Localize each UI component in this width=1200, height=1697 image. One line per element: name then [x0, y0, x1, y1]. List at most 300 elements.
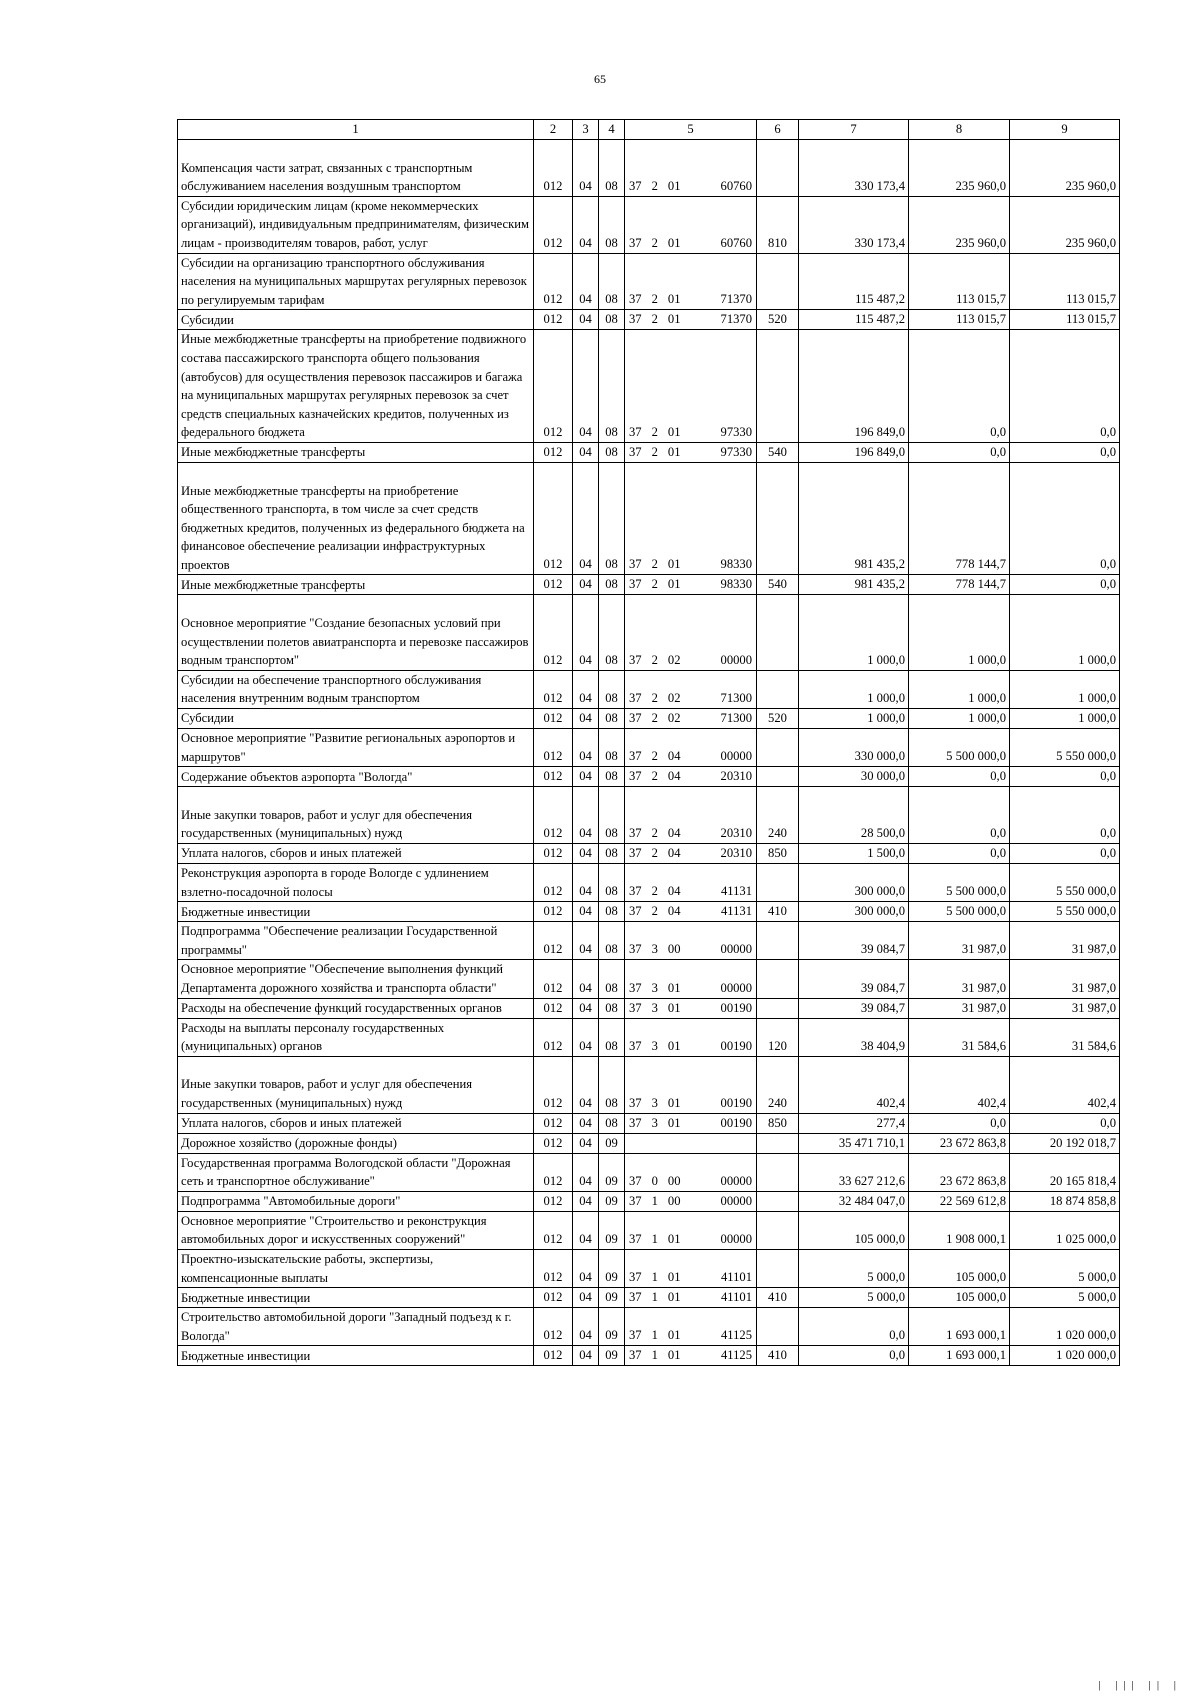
table-row: [178, 1191, 1120, 1211]
row-name-cell: Расходы на обеспечение функций государственных органов: [178, 998, 534, 1018]
row-name-cell: Бюджетные инвестиции: [178, 1346, 534, 1366]
gr-code-cell: 012: [534, 1288, 573, 1308]
code-part: 2: [651, 711, 658, 726]
row-name-cell: Подпрограмма "Автомобильные дороги": [178, 1191, 534, 1211]
target-article-cell: [625, 767, 757, 787]
row-name-cell: Расходы на выплаты персоналу государственных (муниципальных) органов: [178, 1018, 534, 1056]
amount-2023-cell: 31 987,0: [909, 998, 1010, 1018]
header-row: [178, 120, 1120, 140]
amount-2023-cell: 235 960,0: [909, 196, 1010, 253]
expense-type-cell: [757, 462, 799, 575]
code-part: 37: [629, 826, 642, 840]
subsection-cell: 08: [599, 442, 625, 462]
amount-2022-cell: 35 471 710,1: [799, 1133, 909, 1153]
table-row: [178, 864, 1120, 902]
table-row: [178, 670, 1120, 708]
code-part: 41131: [720, 904, 752, 919]
code-part: 37: [629, 980, 642, 995]
code-part: 71370: [720, 292, 752, 307]
amount-2023-cell: 31 584,6: [909, 1018, 1010, 1056]
expense-type-cell: [757, 1133, 799, 1153]
amount-2022-cell: 330 173,4: [799, 196, 909, 253]
header-cell: 5: [625, 120, 757, 140]
section-cell: 04: [573, 1018, 599, 1056]
page-number: 65: [594, 72, 606, 86]
subsection-cell: 09: [599, 1249, 625, 1287]
gr-code-cell: 012: [534, 1056, 573, 1113]
table-row: [178, 787, 1120, 844]
amount-2022-cell: 196 849,0: [799, 442, 909, 462]
code-part: 37: [629, 1231, 642, 1246]
table-row: [178, 196, 1120, 253]
amount-2022-cell: 277,4: [799, 1113, 909, 1133]
expense-type-cell: [757, 330, 799, 443]
code-part: 37: [629, 1328, 642, 1343]
amount-2023-cell: 0,0: [909, 1113, 1010, 1133]
code-part: 37: [629, 691, 642, 706]
code-part: 2: [651, 904, 658, 919]
subsection-cell: 08: [599, 902, 625, 922]
target-article-cell: [625, 922, 757, 960]
amount-2023-cell: 105 000,0: [909, 1249, 1010, 1287]
gr-code-cell: 012: [534, 1308, 573, 1346]
amount-2024-cell: 1 000,0: [1010, 595, 1120, 670]
amount-2024-cell: 1 000,0: [1010, 670, 1120, 708]
amount-2023-cell: 113 015,7: [909, 253, 1010, 310]
code-part: 00: [667, 1173, 681, 1188]
code-part: 2: [651, 178, 658, 193]
amount-2023-cell: 1 000,0: [909, 709, 1010, 729]
target-article-cell: [625, 844, 757, 864]
gr-code-cell: 012: [534, 864, 573, 902]
gr-code-cell: 012: [534, 442, 573, 462]
gr-code-cell: 012: [534, 1153, 573, 1191]
code-part: 01: [667, 1328, 681, 1343]
section-cell: 04: [573, 844, 599, 864]
table-row: [178, 1346, 1120, 1366]
row-name-cell: Иные межбюджетные трансферты: [178, 575, 534, 595]
table-row: [178, 442, 1120, 462]
expense-type-cell: 540: [757, 575, 799, 595]
section-cell: 04: [573, 960, 599, 998]
gr-code-cell: 012: [534, 998, 573, 1018]
section-cell: 04: [573, 902, 599, 922]
table-row: [178, 1133, 1120, 1153]
code-part: 37: [629, 424, 642, 439]
amount-2023-cell: 31 987,0: [909, 960, 1010, 998]
gr-code-cell: 012: [534, 1346, 573, 1366]
header-cell: 2: [534, 120, 573, 140]
amount-2023-cell: 778 144,7: [909, 575, 1010, 595]
gr-code-cell: 012: [534, 462, 573, 575]
gr-code-cell: 012: [534, 575, 573, 595]
amount-2022-cell: 105 000,0: [799, 1211, 909, 1249]
amount-2023-cell: 0,0: [909, 844, 1010, 864]
section-cell: 04: [573, 729, 599, 767]
code-part: 2: [651, 652, 658, 667]
code-part: 02: [667, 691, 681, 706]
header-cell: 3: [573, 120, 599, 140]
gr-code-cell: 012: [534, 767, 573, 787]
amount-2022-cell: 39 084,7: [799, 960, 909, 998]
code-part: 60760: [720, 235, 752, 250]
code-part: 2: [651, 769, 658, 784]
code-part: 01: [667, 1290, 681, 1305]
code-part: 3: [651, 1038, 658, 1053]
expense-type-cell: [757, 1211, 799, 1249]
code-part: 00000: [720, 1231, 752, 1246]
code-part: 37: [629, 1173, 642, 1188]
table-row: [178, 1153, 1120, 1191]
expense-type-cell: 120: [757, 1018, 799, 1056]
amount-2023-cell: 235 960,0: [909, 140, 1010, 197]
row-name-cell: Основное мероприятие "Развитие региональных аэропортов и маршрутов": [178, 729, 534, 767]
amount-2024-cell: 1 020 000,0: [1010, 1346, 1120, 1366]
amount-2024-cell: 0,0: [1010, 1113, 1120, 1133]
header-cell: 7: [799, 120, 909, 140]
amount-2024-cell: 31 987,0: [1010, 998, 1120, 1018]
code-part: 00: [667, 942, 681, 957]
amount-2022-cell: 0,0: [799, 1308, 909, 1346]
code-part: 01: [667, 312, 681, 327]
expense-type-cell: 520: [757, 709, 799, 729]
amount-2023-cell: 402,4: [909, 1056, 1010, 1113]
code-part: 37: [629, 235, 642, 250]
amount-2024-cell: 0,0: [1010, 575, 1120, 595]
table-row: [178, 575, 1120, 595]
code-part: 04: [667, 846, 681, 860]
row-name-cell: Государственная программа Вологодской области "Дорожная сеть и транспортное обслуживание": [178, 1153, 534, 1191]
row-name-cell: Субсидии: [178, 310, 534, 330]
amount-2023-cell: 113 015,7: [909, 310, 1010, 330]
table-row: [178, 1288, 1120, 1308]
amount-2022-cell: 0,0: [799, 1346, 909, 1366]
code-part: 2: [651, 424, 658, 439]
amount-2022-cell: 1 000,0: [799, 709, 909, 729]
header-cell: 4: [599, 120, 625, 140]
code-part: 00190: [720, 1095, 752, 1110]
code-part: 37: [629, 1290, 642, 1305]
target-article-cell: [625, 1018, 757, 1056]
code-part: 41131: [720, 884, 752, 899]
expense-type-cell: 850: [757, 1113, 799, 1133]
gr-code-cell: 012: [534, 1113, 573, 1133]
target-article-cell: [625, 1056, 757, 1113]
target-article-cell: [625, 1211, 757, 1249]
gr-code-cell: 012: [534, 140, 573, 197]
code-part: 04: [667, 826, 681, 840]
expense-type-cell: [757, 729, 799, 767]
amount-2024-cell: 5 000,0: [1010, 1288, 1120, 1308]
section-cell: 04: [573, 1308, 599, 1346]
target-article-cell: [625, 1153, 757, 1191]
code-part: 37: [629, 444, 642, 459]
amount-2024-cell: 18 874 858,8: [1010, 1191, 1120, 1211]
code-part: 0: [651, 1173, 658, 1188]
target-article-cell: [625, 196, 757, 253]
amount-2024-cell: 31 987,0: [1010, 960, 1120, 998]
code-part: 37: [629, 1038, 642, 1053]
section-cell: 04: [573, 253, 599, 310]
amount-2024-cell: 402,4: [1010, 1056, 1120, 1113]
code-part: 01: [667, 1270, 681, 1285]
amount-2024-cell: 0,0: [1010, 462, 1120, 575]
target-article-cell: [625, 787, 757, 844]
target-article-cell: [625, 1346, 757, 1366]
section-cell: 04: [573, 1211, 599, 1249]
amount-2024-cell: 113 015,7: [1010, 310, 1120, 330]
amount-2024-cell: 1 025 000,0: [1010, 1211, 1120, 1249]
section-cell: 04: [573, 709, 599, 729]
table-row: [178, 595, 1120, 670]
section-cell: 04: [573, 196, 599, 253]
amount-2024-cell: 5 550 000,0: [1010, 864, 1120, 902]
amount-2024-cell: 0,0: [1010, 330, 1120, 443]
expense-type-cell: 410: [757, 1288, 799, 1308]
gr-code-cell: 012: [534, 922, 573, 960]
code-part: 37: [629, 178, 642, 193]
table-row: [178, 960, 1120, 998]
code-part: 01: [667, 1038, 681, 1053]
row-name-cell: Иные закупки товаров, работ и услуг для обеспечения государственных (муниципальных) нужд: [178, 1056, 534, 1113]
code-part: 37: [629, 577, 642, 592]
amount-2022-cell: 1 000,0: [799, 595, 909, 670]
section-cell: 04: [573, 1056, 599, 1113]
table-row: [178, 330, 1120, 443]
section-cell: 04: [573, 1191, 599, 1211]
table-row: [178, 767, 1120, 787]
row-name-cell: Подпрограмма "Обеспечение реализации Государственной программы": [178, 922, 534, 960]
table-row: [178, 253, 1120, 310]
code-part: 98330: [720, 577, 752, 592]
code-part: 00000: [720, 980, 752, 995]
code-part: 97330: [720, 424, 752, 439]
code-part: 01: [667, 1095, 681, 1110]
amount-2024-cell: 5 550 000,0: [1010, 902, 1120, 922]
code-part: 37: [629, 1115, 642, 1130]
amount-2024-cell: 20 165 818,4: [1010, 1153, 1120, 1191]
row-name-cell: Дорожное хозяйство (дорожные фонды): [178, 1133, 534, 1153]
section-cell: 04: [573, 442, 599, 462]
code-part: 2: [651, 292, 658, 307]
code-part: 00000: [720, 1193, 752, 1208]
code-part: 04: [667, 749, 681, 764]
section-cell: 04: [573, 462, 599, 575]
amount-2022-cell: 33 627 212,6: [799, 1153, 909, 1191]
subsection-cell: 09: [599, 1133, 625, 1153]
code-part: 2: [651, 312, 658, 327]
code-part: 1: [651, 1270, 658, 1285]
code-part: 41101: [720, 1270, 752, 1285]
code-part: 01: [667, 577, 681, 592]
table-row: [178, 998, 1120, 1018]
section-cell: 04: [573, 140, 599, 197]
amount-2022-cell: 981 435,2: [799, 575, 909, 595]
amount-2023-cell: 0,0: [909, 787, 1010, 844]
table-row: [178, 844, 1120, 864]
amount-2023-cell: 1 000,0: [909, 670, 1010, 708]
row-name-cell: Реконструкция аэропорта в городе Вологде с удлинением взлетно-посадочной полосы: [178, 864, 534, 902]
code-part: 3: [651, 1115, 658, 1130]
gr-code-cell: 012: [534, 1191, 573, 1211]
subsection-cell: 08: [599, 998, 625, 1018]
subsection-cell: 08: [599, 462, 625, 575]
section-cell: 04: [573, 670, 599, 708]
amount-2023-cell: 23 672 863,8: [909, 1153, 1010, 1191]
code-part: 41125: [720, 1348, 752, 1363]
amount-2023-cell: 5 500 000,0: [909, 729, 1010, 767]
section-cell: 04: [573, 1249, 599, 1287]
code-part: 37: [629, 769, 642, 784]
gr-code-cell: 012: [534, 330, 573, 443]
amount-2024-cell: 235 960,0: [1010, 196, 1120, 253]
scan-mark: | ||| || |: [1098, 1679, 1182, 1691]
amount-2023-cell: 22 569 612,8: [909, 1191, 1010, 1211]
table-row: [178, 310, 1120, 330]
code-part: 41101: [720, 1290, 752, 1305]
code-part: 3: [651, 1000, 658, 1015]
target-article-cell: [625, 960, 757, 998]
code-part: 00: [667, 1193, 681, 1208]
row-name-cell: Проектно-изыскательские работы, экспертизы, компенсационные выплаты: [178, 1249, 534, 1287]
code-part: 00000: [720, 1173, 752, 1188]
target-article-cell: [625, 1191, 757, 1211]
gr-code-cell: 012: [534, 253, 573, 310]
row-name-cell: Субсидии юридическим лицам (кроме некоммерческих организаций), индивидуальным предпринимателям, физическим лицам - производителям товаров, работ, услуг: [178, 196, 534, 253]
subsection-cell: 08: [599, 196, 625, 253]
target-article-cell: [625, 729, 757, 767]
code-part: 37: [629, 942, 642, 957]
subsection-cell: 08: [599, 864, 625, 902]
code-part: 00000: [720, 749, 752, 764]
amount-2022-cell: 1 500,0: [799, 844, 909, 864]
expense-type-cell: [757, 1249, 799, 1287]
target-article-cell: [625, 1308, 757, 1346]
subsection-cell: 08: [599, 844, 625, 864]
amount-2024-cell: 235 960,0: [1010, 140, 1120, 197]
subsection-cell: 08: [599, 787, 625, 844]
amount-2024-cell: 5 550 000,0: [1010, 729, 1120, 767]
amount-2022-cell: 300 000,0: [799, 902, 909, 922]
gr-code-cell: 012: [534, 310, 573, 330]
code-part: 01: [667, 235, 681, 250]
table-body: [178, 120, 1120, 1366]
code-part: 2: [651, 577, 658, 592]
amount-2024-cell: 31 584,6: [1010, 1018, 1120, 1056]
code-part: 00000: [720, 652, 752, 667]
subsection-cell: 08: [599, 729, 625, 767]
expense-type-cell: [757, 998, 799, 1018]
section-cell: 04: [573, 1133, 599, 1153]
code-part: 02: [667, 652, 681, 667]
code-part: 01: [667, 292, 681, 307]
amount-2022-cell: 981 435,2: [799, 462, 909, 575]
amount-2023-cell: 105 000,0: [909, 1288, 1010, 1308]
code-part: 01: [667, 424, 681, 439]
gr-code-cell: 012: [534, 1249, 573, 1287]
gr-code-cell: 012: [534, 595, 573, 670]
amount-2022-cell: 1 000,0: [799, 670, 909, 708]
code-part: 01: [667, 1000, 681, 1015]
target-article-cell: [625, 330, 757, 443]
subsection-cell: 09: [599, 1288, 625, 1308]
code-part: 37: [629, 1193, 642, 1208]
expense-type-cell: 240: [757, 1056, 799, 1113]
row-name-cell: Бюджетные инвестиции: [178, 902, 534, 922]
row-name-cell: Бюджетные инвестиции: [178, 1288, 534, 1308]
amount-2022-cell: 28 500,0: [799, 787, 909, 844]
expense-type-cell: [757, 670, 799, 708]
code-part: 20310: [720, 846, 752, 860]
amount-2022-cell: 300 000,0: [799, 864, 909, 902]
amount-2022-cell: 5 000,0: [799, 1288, 909, 1308]
row-name-cell: Содержание объектов аэропорта "Вологда": [178, 767, 534, 787]
amount-2022-cell: 38 404,9: [799, 1018, 909, 1056]
expense-type-cell: [757, 922, 799, 960]
code-part: 3: [651, 1095, 658, 1110]
row-name-cell: Субсидии на организацию транспортного обслуживания населения на муниципальных маршрутах регулярных перевозок по регулируемым тарифам: [178, 253, 534, 310]
subsection-cell: 08: [599, 960, 625, 998]
amount-2023-cell: 0,0: [909, 767, 1010, 787]
expense-type-cell: 520: [757, 310, 799, 330]
expense-type-cell: [757, 595, 799, 670]
amount-2022-cell: 330 173,4: [799, 140, 909, 197]
code-part: 2: [651, 846, 658, 860]
subsection-cell: 08: [599, 1113, 625, 1133]
amount-2023-cell: 0,0: [909, 330, 1010, 443]
code-part: 2: [651, 557, 658, 572]
target-article-cell: [625, 998, 757, 1018]
code-part: 2: [651, 235, 658, 250]
expense-type-cell: 540: [757, 442, 799, 462]
code-part: 00190: [720, 1115, 752, 1130]
code-part: 2: [651, 826, 658, 840]
code-part: 37: [629, 1348, 642, 1363]
gr-code-cell: 012: [534, 1018, 573, 1056]
gr-code-cell: 012: [534, 1211, 573, 1249]
target-article-cell: [625, 1133, 757, 1153]
target-article-cell: [625, 253, 757, 310]
gr-code-cell: 012: [534, 902, 573, 922]
section-cell: 04: [573, 1288, 599, 1308]
row-name-cell: Компенсация части затрат, связанных с транспортным обслуживанием населения воздушным транспортом: [178, 140, 534, 197]
code-part: 37: [629, 1270, 642, 1285]
amount-2023-cell: 1 693 000,1: [909, 1346, 1010, 1366]
amount-2022-cell: 39 084,7: [799, 998, 909, 1018]
code-part: 37: [629, 292, 642, 307]
row-name-cell: Иные межбюджетные трансферты на приобретение подвижного состава пассажирского транспорта общего пользования (автобусов) для осуществления перевозок пассажиров и багажа на муниципальных маршрутах регулярных перевозок за счет средств специальных казначейских кредитов, полученных из федерального бюджета: [178, 330, 534, 443]
code-part: 1: [651, 1193, 658, 1208]
row-name-cell: Основное мероприятие "Обеспечение выполнения функций Департамента дорожного хозяйства и транспорта области": [178, 960, 534, 998]
code-part: 37: [629, 846, 642, 860]
subsection-cell: 09: [599, 1191, 625, 1211]
amount-2024-cell: 20 192 018,7: [1010, 1133, 1120, 1153]
target-article-cell: [625, 1113, 757, 1133]
expense-type-cell: 240: [757, 787, 799, 844]
amount-2024-cell: 1 000,0: [1010, 709, 1120, 729]
amount-2022-cell: 402,4: [799, 1056, 909, 1113]
header-cell: 1: [178, 120, 534, 140]
gr-code-cell: 012: [534, 709, 573, 729]
subsection-cell: 08: [599, 330, 625, 443]
target-article-cell: [625, 442, 757, 462]
header-cell: 6: [757, 120, 799, 140]
budget-table: [177, 119, 1120, 1366]
target-article-cell: [625, 595, 757, 670]
subsection-cell: 08: [599, 1056, 625, 1113]
target-article-cell: [625, 140, 757, 197]
subsection-cell: 08: [599, 709, 625, 729]
